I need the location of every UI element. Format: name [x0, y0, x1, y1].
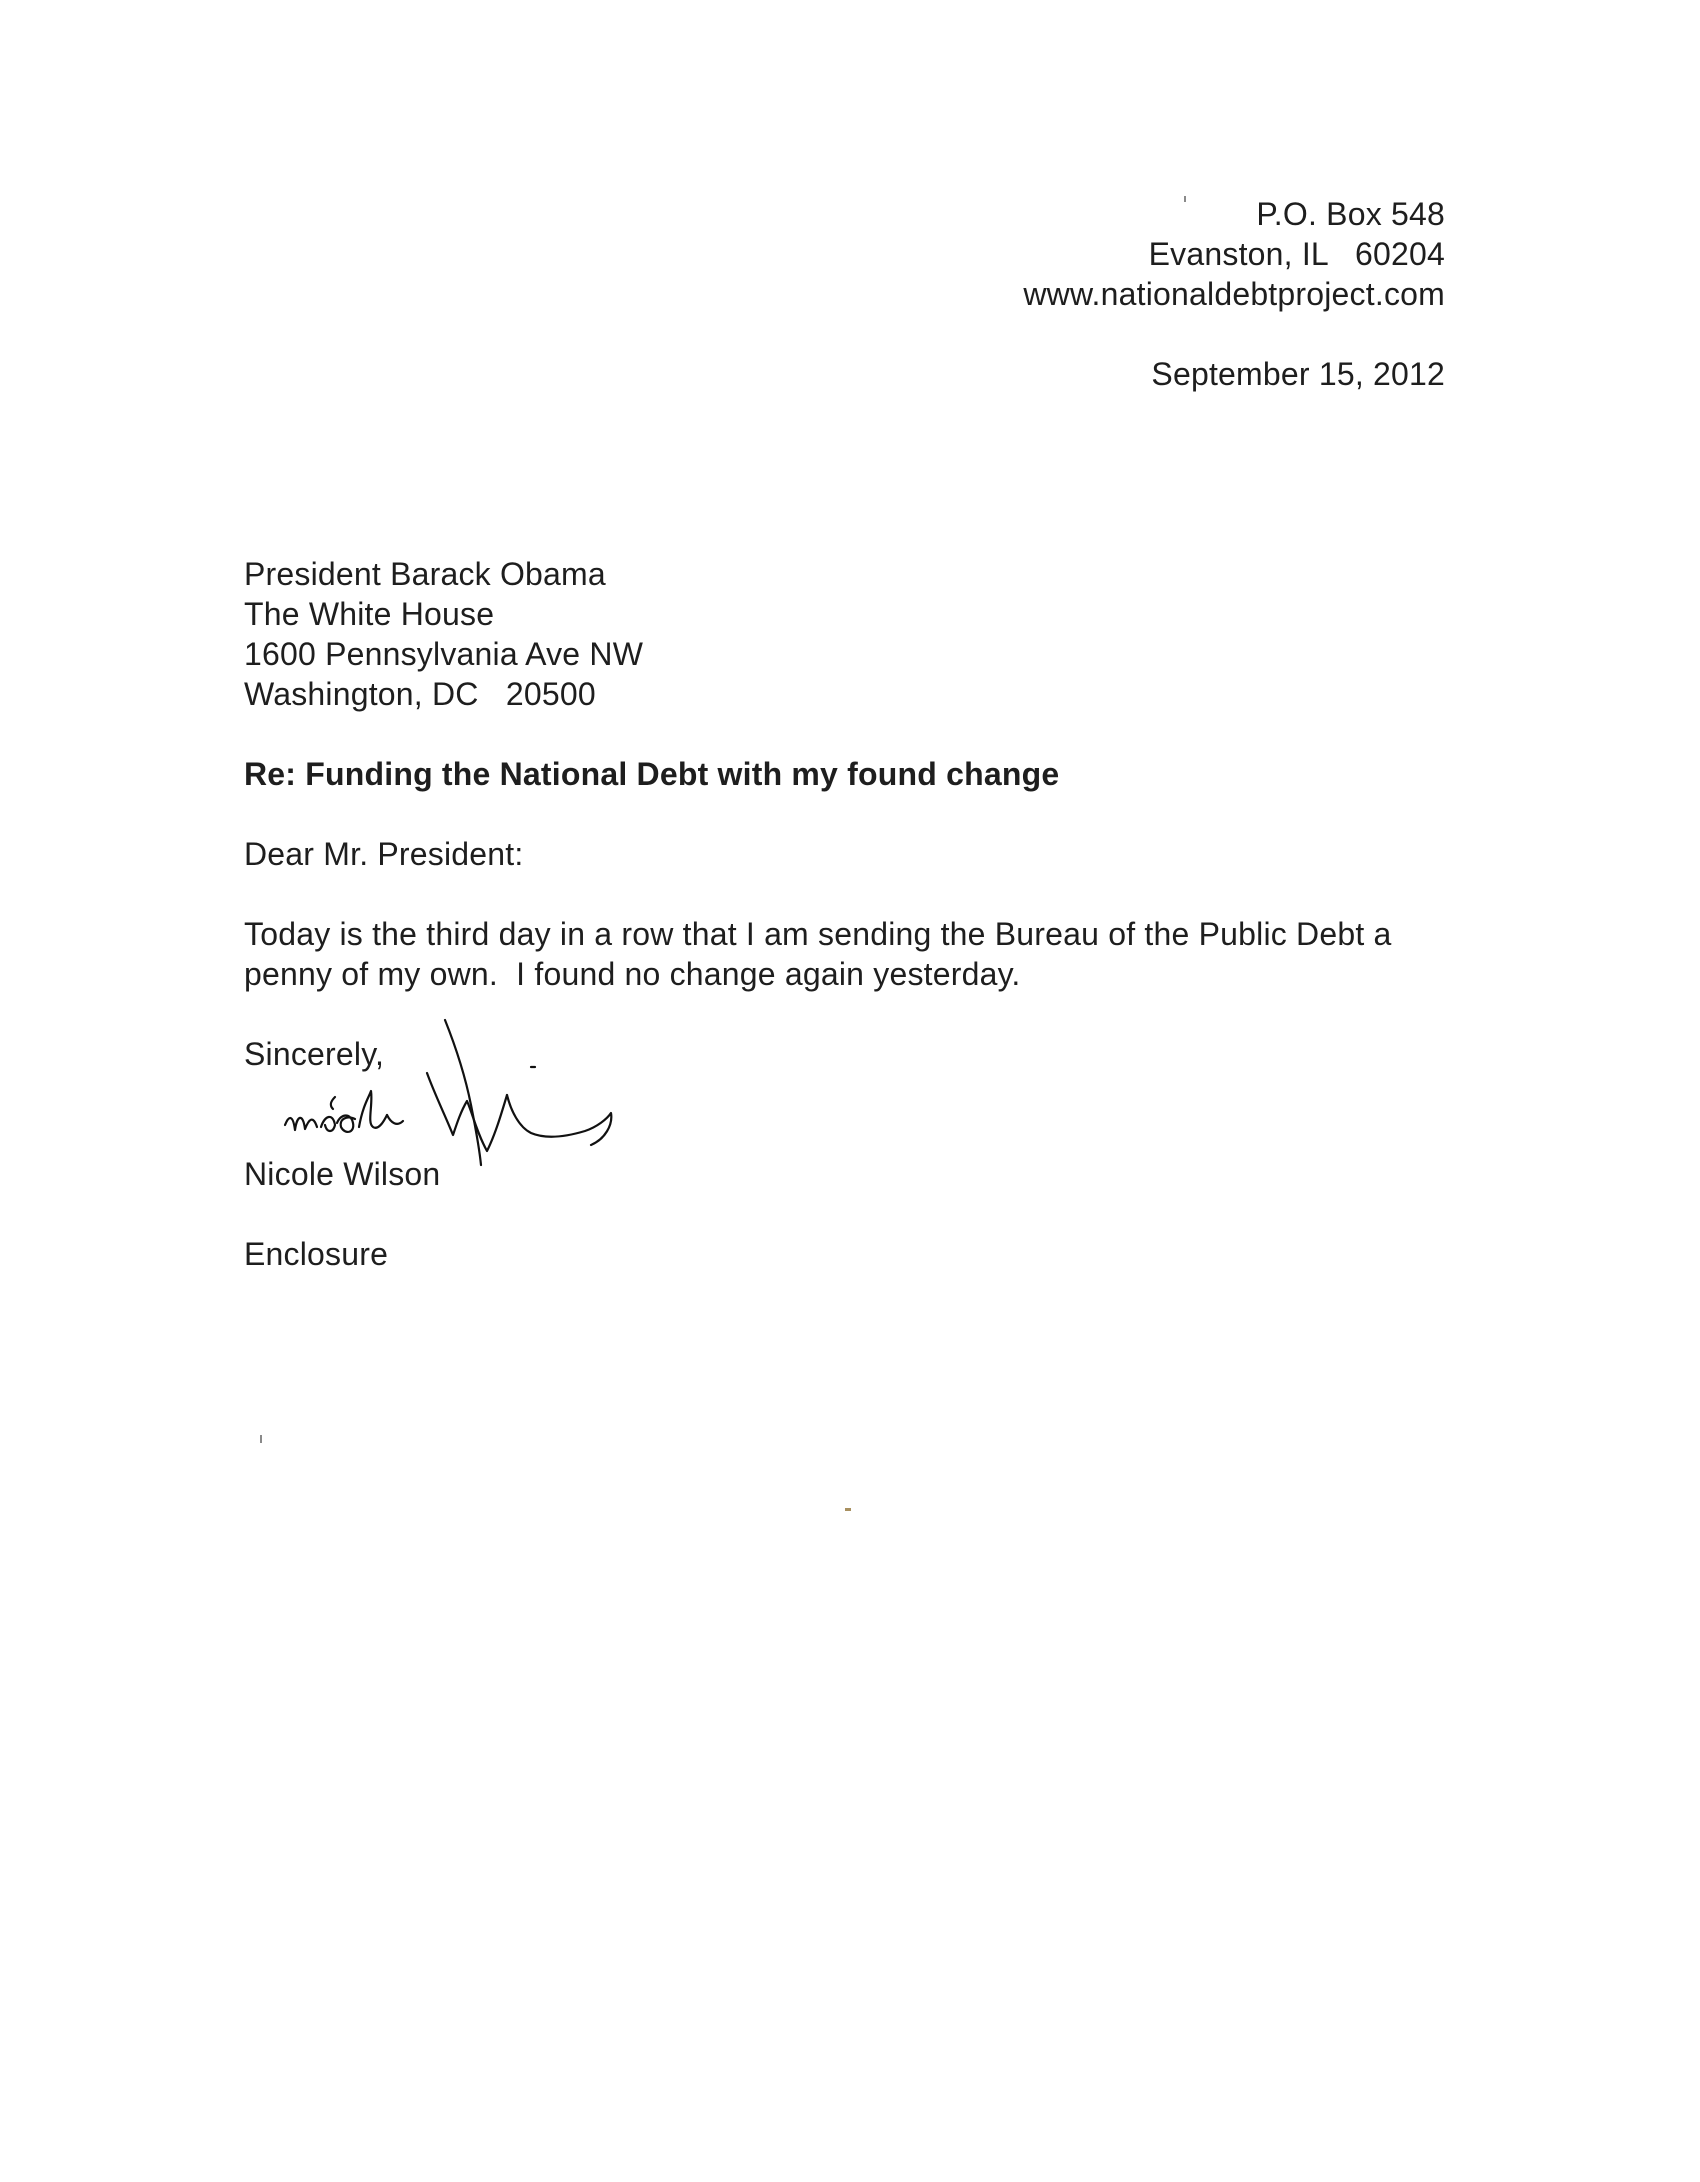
recipient-organization: The White House: [244, 596, 495, 632]
sender-website: www.nationaldebtproject.com: [1023, 276, 1445, 312]
letter-date: September 15, 2012: [1151, 356, 1445, 392]
recipient-name: President Barack Obama: [244, 556, 606, 592]
scan-speck: [260, 1435, 262, 1443]
body-line-1: Today is the third day in a row that I am sending the Bureau of the Public Debt a: [244, 916, 1392, 952]
scan-speck: [1184, 196, 1186, 202]
body-line-2: penny of my own. I found no change again yesterday.: [244, 956, 1021, 992]
salutation: Dear Mr. President:: [244, 836, 524, 872]
sender-address-line1: P.O. Box 548: [1256, 196, 1445, 232]
recipient-city-state-zip: Washington, DC 20500: [244, 676, 596, 712]
sender-address-line2: Evanston, IL 60204: [1148, 236, 1445, 272]
enclosure-note: Enclosure: [244, 1236, 389, 1272]
subject-line: Re: Funding the National Debt with my found change: [244, 756, 1060, 792]
signer-name: Nicole Wilson: [244, 1156, 441, 1192]
scan-speck: [845, 1508, 851, 1511]
recipient-street: 1600 Pennsylvania Ave NW: [244, 636, 644, 672]
closing: Sincerely,: [244, 1036, 385, 1072]
